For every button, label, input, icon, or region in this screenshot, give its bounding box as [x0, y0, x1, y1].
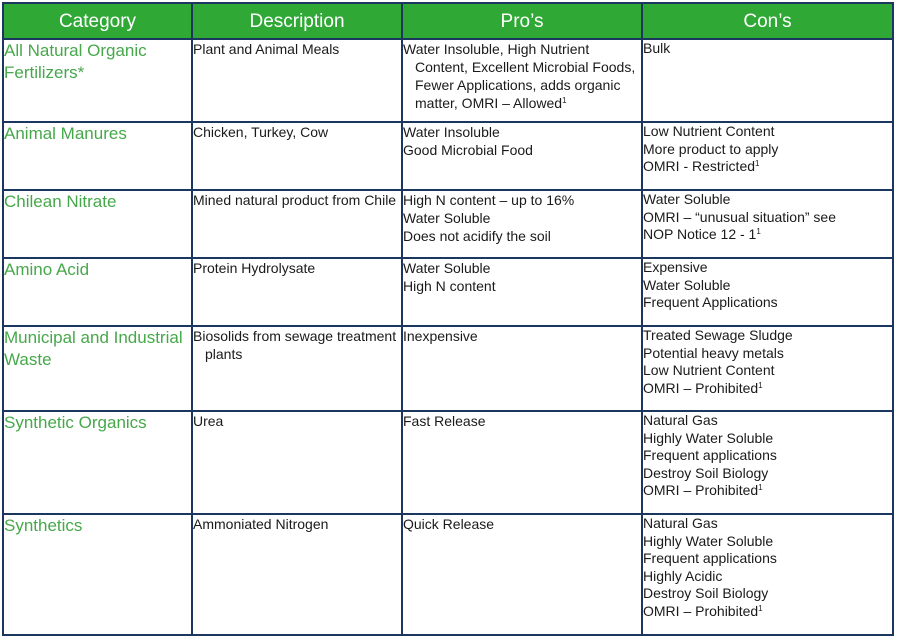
cons-line [643, 603, 892, 621]
cons-line: More product to apply [643, 140, 779, 157]
description-text: Mined natural product from Chile [193, 192, 397, 208]
cons-line: Potential heavy metals [643, 344, 784, 361]
category-cell: Amino Acid [3, 258, 192, 326]
cons-line: Highly Water Soluble [643, 532, 774, 549]
pros-line: Water Soluble [403, 210, 491, 226]
cons-line: Low Nutrient Content [643, 123, 775, 139]
cons-line: Natural Gas [643, 515, 718, 531]
description-cell [192, 411, 402, 514]
pros-cell [402, 258, 642, 326]
category-cell: All Natural Organic Fertilizers* [3, 39, 192, 122]
cons-line: Highly Acidic [643, 567, 723, 584]
footnote-marker: 1 [756, 227, 761, 236]
cons-line [643, 226, 892, 244]
table-row [3, 514, 893, 635]
cons-line-text: OMRI – Prohibited [643, 482, 759, 498]
description-text: Protein Hydrolysate [193, 260, 316, 276]
pros-line: Good Microbial Food [403, 142, 533, 158]
cons-line: Destroy Soil Biology [643, 585, 769, 601]
cons-line: Destroy Soil Biology [643, 464, 769, 481]
fertilizer-comparison-table [2, 2, 894, 636]
category-cell: Animal Manures [3, 122, 192, 190]
cons-line: Bulk [643, 40, 671, 56]
table-row [3, 258, 893, 326]
category-cell: Municipal and Industrial Waste [3, 326, 192, 411]
cons-line-text: NOP Notice 12 - 1 [643, 226, 757, 242]
cons-line [643, 380, 892, 398]
description-text: Plant and Animal Meals [193, 41, 340, 57]
footnote-marker: 1 [758, 603, 763, 613]
header-category: Category [3, 3, 192, 39]
cons-cell [642, 190, 893, 258]
category-cell: Chilean Nitrate [3, 190, 192, 258]
footnote-marker: 1 [562, 96, 567, 105]
cons-line: Frequent applications [643, 550, 777, 566]
pros-cell [402, 39, 642, 122]
table-row [3, 190, 893, 258]
cons-cell [642, 122, 893, 190]
pros-line: High N content – up to 16% [403, 192, 575, 208]
cons-cell [642, 514, 893, 635]
header-pros: Pro’s [402, 3, 642, 39]
header-description: Description [192, 3, 402, 39]
pros-cell [402, 411, 642, 514]
description-cell [192, 514, 402, 635]
pros-line: Quick Release [403, 516, 495, 532]
pros-cell [402, 122, 642, 190]
pros-cell [402, 190, 642, 258]
pros-line: Water Insoluble, High Nutrient Content, Excellent Microbial Foods, Fewer Applications, adds organic matter, OMRI – Allowed [403, 41, 636, 111]
description-cell [192, 190, 402, 258]
description-cell [192, 258, 402, 326]
cons-line [643, 482, 892, 500]
pros-line: Water Insoluble [403, 124, 500, 140]
table-row [3, 411, 893, 514]
description-cell [192, 122, 402, 190]
cons-line: Frequent Applications [643, 294, 778, 310]
footnote-marker: 1 [758, 483, 763, 492]
header-row [3, 3, 893, 39]
cons-cell [642, 411, 893, 514]
cons-line-text: OMRI – Prohibited [643, 379, 759, 396]
cons-cell [642, 258, 893, 326]
footnote-marker: 1 [758, 380, 763, 390]
description-text: Chicken, Turkey, Cow [193, 124, 329, 140]
table-row [3, 326, 893, 411]
description-text: Ammoniated Nitrogen [193, 516, 329, 532]
cons-line: Water Soluble [643, 191, 731, 207]
header-cons: Con’s [642, 3, 893, 39]
description-cell [192, 326, 402, 411]
description-text: Biosolids from sewage treatment plants [193, 328, 397, 362]
cons-line: Frequent applications [643, 447, 777, 463]
table-row [3, 122, 893, 190]
pros-line: Inexpensive [403, 328, 478, 344]
table-row [3, 39, 893, 122]
cons-line: Natural Gas [643, 412, 718, 428]
cons-line-text: OMRI - Restricted [643, 158, 756, 174]
category-cell: Synthetic Organics [3, 411, 192, 514]
cons-line: OMRI – “unusual situation” see [643, 208, 836, 225]
description-text: Urea [193, 413, 224, 429]
pros-cell [402, 514, 642, 635]
pros-line: Water Soluble [403, 260, 491, 276]
pros-cell [402, 326, 642, 411]
cons-line: Water Soluble [643, 276, 731, 293]
cons-cell [642, 39, 893, 122]
description-cell [192, 39, 402, 122]
category-cell: Synthetics [3, 514, 192, 635]
cons-line: Treated Sewage Sludge [643, 327, 793, 343]
footnote-marker: 1 [755, 159, 760, 168]
pros-line: Fast Release [403, 413, 486, 429]
cons-line: Highly Water Soluble [643, 429, 774, 446]
cons-cell [642, 326, 893, 411]
cons-line: Low Nutrient Content [643, 362, 775, 378]
pros-line: Does not acidify the soil [403, 228, 551, 244]
cons-line: Expensive [643, 259, 708, 275]
cons-line [643, 158, 892, 176]
pros-text [403, 40, 641, 112]
cons-line-text: OMRI – Prohibited [643, 602, 759, 619]
pros-line: High N content [403, 278, 496, 294]
